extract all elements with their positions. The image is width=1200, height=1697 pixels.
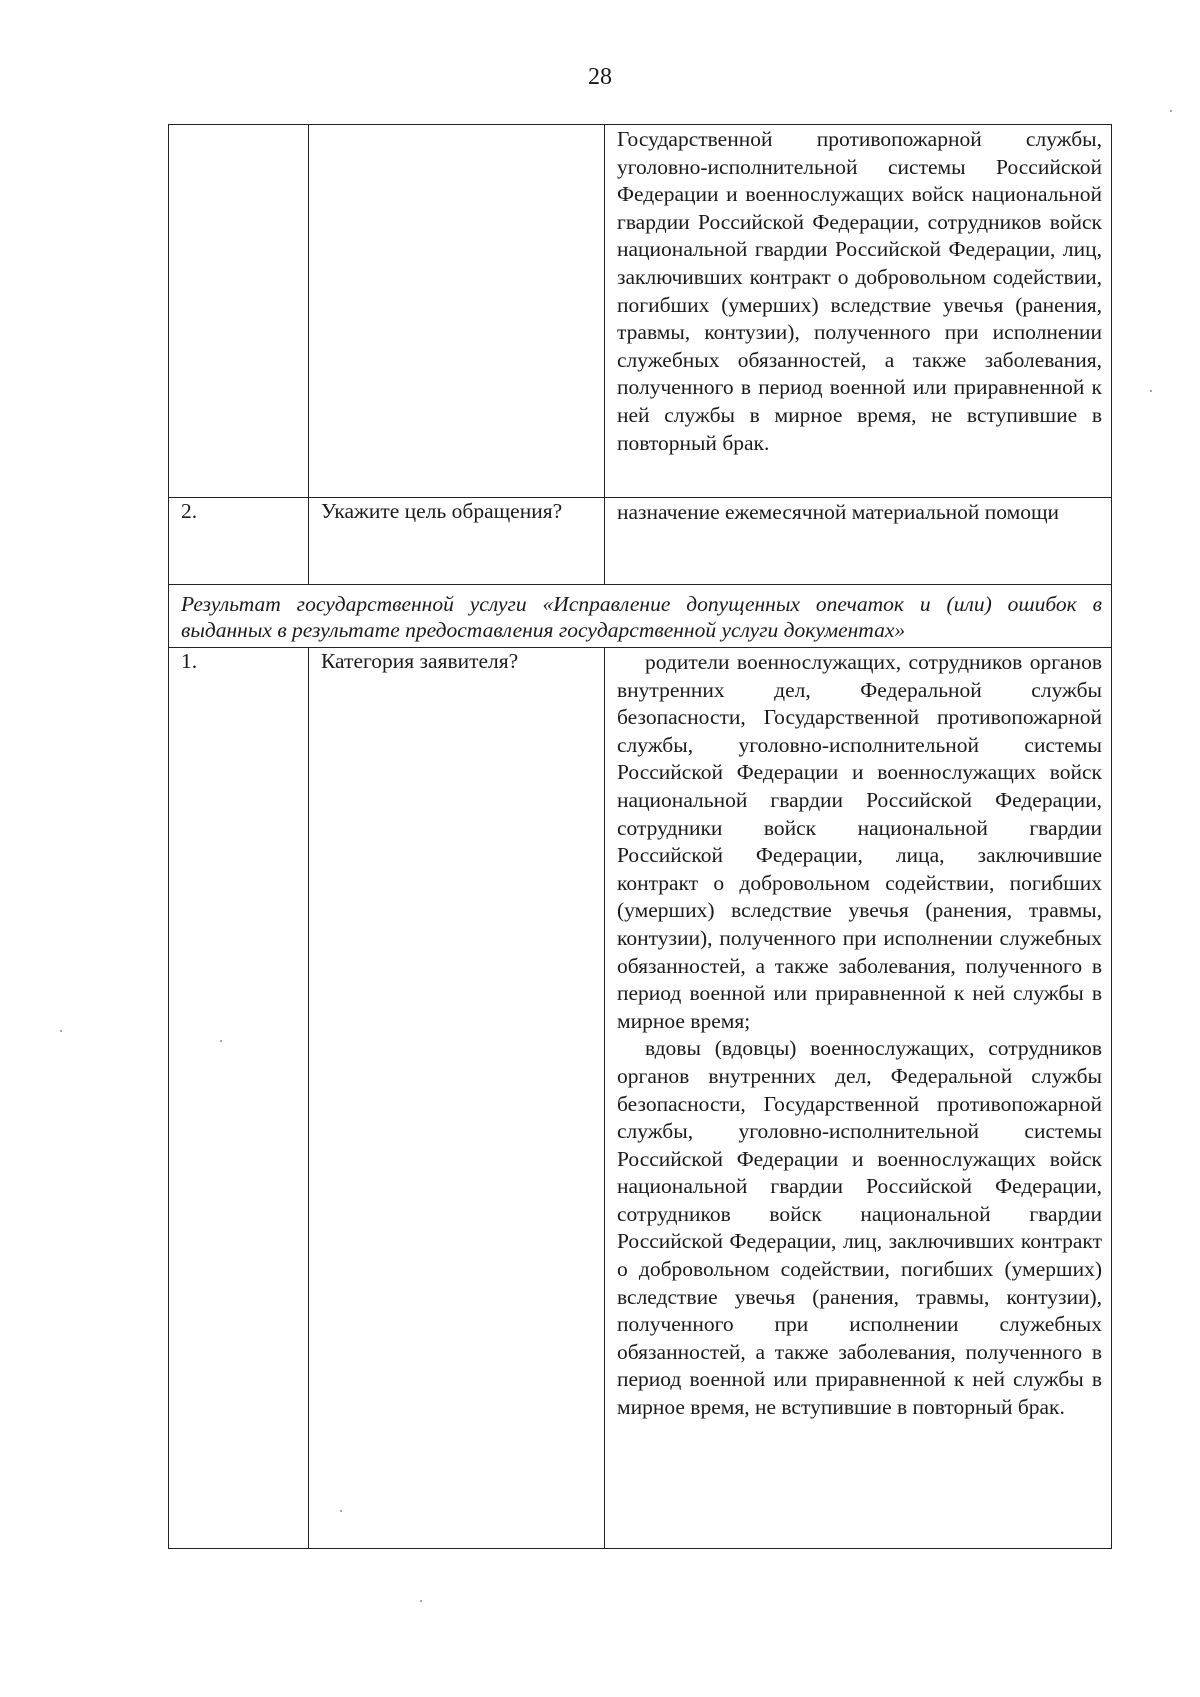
- document-table: [168, 124, 1112, 1549]
- answer-cell: [605, 648, 1112, 1549]
- answer-text: назначение ежемесячной материальной помощи: [617, 500, 1060, 524]
- scan-speck: [1150, 390, 1152, 392]
- answer-cell: [605, 498, 1112, 585]
- row-number: 2.: [181, 499, 198, 523]
- question-text: Категория заявителя?: [321, 649, 519, 673]
- scan-speck: [420, 1600, 422, 1602]
- section-title-cell: [169, 585, 1112, 648]
- section-title: Результат государственной услуги «Исправление допущенных опечаток и (или) ошибок в выданных в результате предоставления государственной услуги документах»: [181, 592, 1102, 642]
- table-row-category: [169, 648, 1112, 1549]
- row-number-cell: [169, 125, 309, 498]
- answer-paragraph: вдовы (вдовцы) военнослужащих, сотрудников органов внутренних дел, Федеральной службы безопасности, Государственной противопожарной службы, уголовно-исполнительной системы Российской Федерации и военнослужащих войск национальной гвардии Российской Федерации, сотрудников войск национальной гвардии Российской Федерации, лиц, заключивших контракт о добровольном содействии, погибших (умерших) вследствие увечья (ранения, травмы, контузии), полученного при исполнении служебных обязанностей, а также заболевания, полученного в период военной или приравненной к ней службы в мирное время, не вступившие в повторный брак.: [617, 1036, 1102, 1420]
- question-cell: [309, 125, 605, 498]
- question-cell: [309, 648, 605, 1549]
- answer-paragraph: родители военнослужащих, сотрудников органов внутренних дел, Федеральной службы безопасности, Государственной противопожарной службы, уголовно-исполнительной системы Российской Федерации и военнослужащих войск национальной гвардии Российской Федерации, сотрудники войск национальной гвардии Российской Федерации, лица, заключившие контракт о добровольном содействии, погибших (умерших) вследствие увечья (ранения, травмы, контузии), полученного при исполнении служебных обязанностей, а также заболевания, полученного в период военной или приравненной к ней службы в мирное время;: [617, 650, 1102, 1033]
- answer-paragraph: Государственной противопожарной службы, уголовно-исполнительной системы Российской Федерации и военнослужащих войск национальной гвардии Российской Федерации, сотрудников войск национальной гвардии Российской Федерации, лиц, заключивших контракт о добровольном содействии, погибших (умерших) вследствие увечья (ранения, травмы, контузии), полученного при исполнении служебных обязанностей, а также заболевания, полученного в период военной или приравненной к ней службы в мирное время, не вступившие в повторный брак.: [617, 127, 1102, 455]
- answer-cell: [605, 125, 1112, 498]
- page-number: 28: [588, 64, 612, 90]
- row-number: 1.: [181, 649, 198, 673]
- scan-speck: [1170, 110, 1172, 112]
- table-row-section: [169, 585, 1112, 648]
- scan-speck: [340, 1510, 342, 1512]
- answer-text: [605, 648, 1111, 1422]
- table-row-goal: [169, 498, 1112, 585]
- scan-speck: [60, 1030, 62, 1032]
- answer-text: [605, 125, 1111, 457]
- row-number-cell: [169, 498, 309, 585]
- row-number-cell: [169, 648, 309, 1549]
- table-row-continuation: [169, 125, 1112, 498]
- question-cell: [309, 498, 605, 585]
- scan-speck: [220, 1040, 222, 1042]
- question-text: Укажите цель обращения?: [321, 499, 563, 523]
